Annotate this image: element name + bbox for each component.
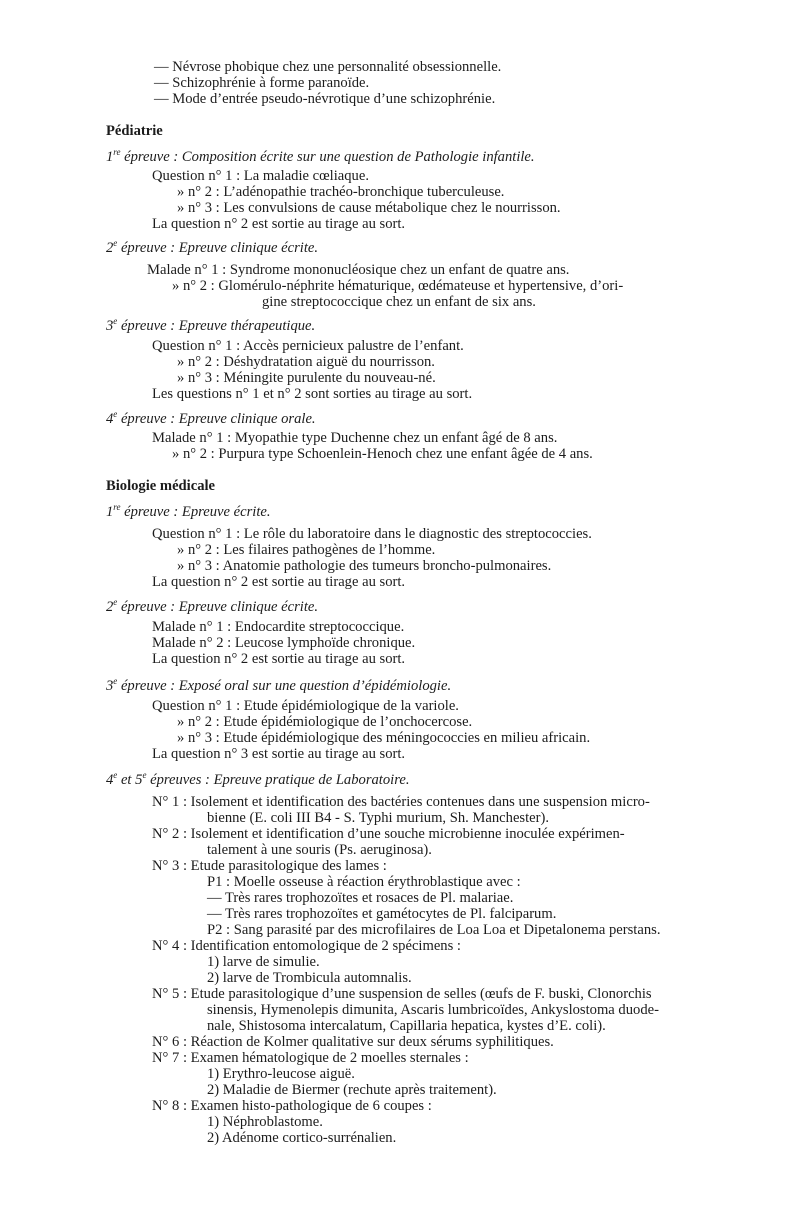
lab-item-line: P2 : Sang parasité par des microfilaires de Loa Loa et Dipetalonema perstans.	[207, 922, 661, 938]
lab-item-line: N° 2 : Isolement et identification d’une souche microbienne inoculée expérimen-	[152, 826, 625, 842]
epreuve-title: épreuve : Epreuve clinique écrite.	[117, 599, 318, 615]
epreuve-number: 3	[106, 678, 114, 694]
lab-item-line: 1) Erythro-leucose aiguë.	[207, 1066, 355, 1082]
epreuve-heading	[106, 149, 535, 165]
question-line: Question n° 1 : La maladie cœliaque.	[152, 168, 369, 184]
lab-item-line: 1) larve de simulie.	[207, 954, 320, 970]
epreuve-sup: e	[113, 238, 118, 249]
epreuve-number: 1	[106, 149, 114, 165]
lab-item-line: nale, Shistosoma intercalatum, Capillaria hepatica, kystes d’E. coli).	[207, 1018, 606, 1034]
result-line: La question n° 3 est sortie au tirage au sort.	[152, 746, 406, 762]
intro-item: — Névrose phobique chez une personnalité obsessionnelle.	[154, 59, 502, 75]
question-line: » n° 2 : Etude épidémiologique de l’onchocercose.	[177, 714, 473, 730]
epreuve-title: épreuves : Epreuve pratique de Laboratoire.	[146, 772, 410, 788]
epreuve-sup: e	[113, 597, 118, 608]
question-line: Question n° 1 : Le rôle du laboratoire dans le diagnostic des streptococcies.	[152, 526, 592, 542]
lab-item-line: P1 : Moelle osseuse à réaction érythroblastique avec :	[207, 874, 521, 890]
lab-item-line: 1) Néphroblastome.	[207, 1114, 323, 1130]
question-line: Malade n° 1 : Endocardite streptococcique.	[152, 619, 405, 635]
epreuve-sup: e	[113, 676, 118, 687]
epreuve-heading	[106, 599, 318, 615]
result-line: La question n° 2 est sortie au tirage au sort.	[152, 574, 406, 590]
epreuve-number: 2	[106, 599, 114, 615]
lab-item-line: 2) Maladie de Biermer (rechute après traitement).	[207, 1082, 497, 1098]
intro-item: — Mode d’entrée pseudo-névrotique d’une schizophrénie.	[154, 91, 496, 107]
epreuve-sup: re	[113, 147, 121, 158]
question-line: Malade n° 1 : Syndrome mononucléosique chez un enfant de quatre ans.	[147, 262, 570, 278]
lab-item-line: N° 7 : Examen hématologique de 2 moelles sternales :	[152, 1050, 469, 1066]
lab-item-line: N° 6 : Réaction de Kolmer qualitative sur deux sérums syphilitiques.	[152, 1034, 554, 1050]
epreuve-number: 4	[106, 411, 114, 427]
question-line: Malade n° 1 : Myopathie type Duchenne chez un enfant âgé de 8 ans.	[152, 430, 558, 446]
epreuve-number: 4	[106, 772, 114, 788]
epreuve-heading	[106, 504, 271, 520]
lab-item-line: — Très rares trophozoïtes et rosaces de Pl. malariae.	[207, 890, 514, 906]
epreuve-title: épreuve : Epreuve thérapeutique.	[117, 318, 316, 334]
epreuve-sup: e	[113, 316, 118, 327]
question-line: » n° 3 : Les convulsions de cause métabolique chez le nourrisson.	[177, 200, 561, 216]
lab-item-line: N° 5 : Etude parasitologique d’une suspension de selles (œufs de F. buski, Clonorchis	[152, 986, 652, 1002]
intro-item: — Schizophrénie à forme paranoïde.	[154, 75, 370, 91]
epreuve-sup: e	[142, 770, 147, 781]
lab-item-line: 2) larve de Trombicula automnalis.	[207, 970, 412, 986]
epreuve-title: épreuve : Epreuve clinique orale.	[117, 411, 316, 427]
epreuve-title: épreuve : Composition écrite sur une question de Pathologie infantile.	[120, 149, 535, 165]
lab-item-line: N° 4 : Identification entomologique de 2 spécimens :	[152, 938, 461, 954]
lab-item-line: N° 1 : Isolement et identification des bactéries contenues dans une suspension micro-	[152, 794, 650, 810]
question-line: » n° 2 : Les filaires pathogènes de l’homme.	[177, 542, 436, 558]
question-line: » n° 2 : Déshydratation aiguë du nourrisson.	[177, 354, 435, 370]
epreuve-heading	[106, 411, 316, 427]
lab-item-line: — Très rares trophozoïtes et gamétocytes de Pl. falciparum.	[207, 906, 557, 922]
question-line: Malade n° 2 : Leucose lymphoïde chronique.	[152, 635, 416, 651]
epreuve-number: et 5	[117, 772, 143, 788]
epreuve-title: épreuve : Exposé oral sur une question d’épidémiologie.	[117, 678, 452, 694]
epreuve-heading	[106, 772, 409, 788]
epreuve-sup: e	[113, 770, 118, 781]
result-line: La question n° 2 est sortie au tirage au sort.	[152, 216, 406, 232]
epreuve-number: 2	[106, 240, 114, 256]
epreuve-title: épreuve : Epreuve clinique écrite.	[117, 240, 318, 256]
question-line: Question n° 1 : Etude épidémiologique de la variole.	[152, 698, 459, 714]
question-line: Question n° 1 : Accès pernicieux palustre de l’enfant.	[152, 338, 464, 354]
lab-item-line: talement à une souris (Ps. aeruginosa).	[207, 842, 432, 858]
result-line: Les questions n° 1 et n° 2 sont sorties au tirage au sort.	[152, 386, 473, 402]
epreuve-sup: e	[113, 409, 118, 420]
section-title-pediatrie: Pédiatrie	[106, 123, 163, 139]
lab-item-line: sinensis, Hymenolepis dimunita, Ascaris lumbricoïdes, Ankyslostoma duode-	[207, 1002, 659, 1018]
lab-item-line: N° 3 : Etude parasitologique des lames :	[152, 858, 387, 874]
section-title-biologie: Biologie médicale	[106, 478, 216, 494]
epreuve-heading	[106, 678, 451, 694]
question-line: » n° 2 : Glomérulo-néphrite hématurique, œdémateuse et hypertensive, d’ori-	[172, 278, 624, 294]
lab-item-line: 2) Adénome cortico-surrénalien.	[207, 1130, 397, 1146]
epreuve-title: épreuve : Epreuve écrite.	[120, 504, 271, 520]
question-line: » n° 2 : L’adénopathie trachéo-bronchique tuberculeuse.	[177, 184, 505, 200]
epreuve-heading	[106, 240, 318, 256]
lab-item-line: bienne (E. coli III B4 - S. Typhi murium, Sh. Manchester).	[207, 810, 550, 826]
question-line: » n° 3 : Etude épidémiologique des méningococcies en milieu africain.	[177, 730, 591, 746]
lab-item-line: N° 8 : Examen histo-pathologique de 6 coupes :	[152, 1098, 432, 1114]
question-line: » n° 3 : Anatomie pathologie des tumeurs broncho-pulmonaires.	[177, 558, 552, 574]
epreuve-sup: re	[113, 502, 121, 513]
epreuve-number: 1	[106, 504, 114, 520]
question-line: » n° 3 : Méningite purulente du nouveau-né.	[177, 370, 436, 386]
result-line: La question n° 2 est sortie au tirage au sort.	[152, 651, 406, 667]
epreuve-heading	[106, 318, 315, 334]
question-line: » n° 2 : Purpura type Schoenlein-Henoch chez une enfant âgée de 4 ans.	[172, 446, 593, 462]
epreuve-number: 3	[106, 318, 114, 334]
question-line: gine streptococcique chez un enfant de six ans.	[262, 294, 536, 310]
